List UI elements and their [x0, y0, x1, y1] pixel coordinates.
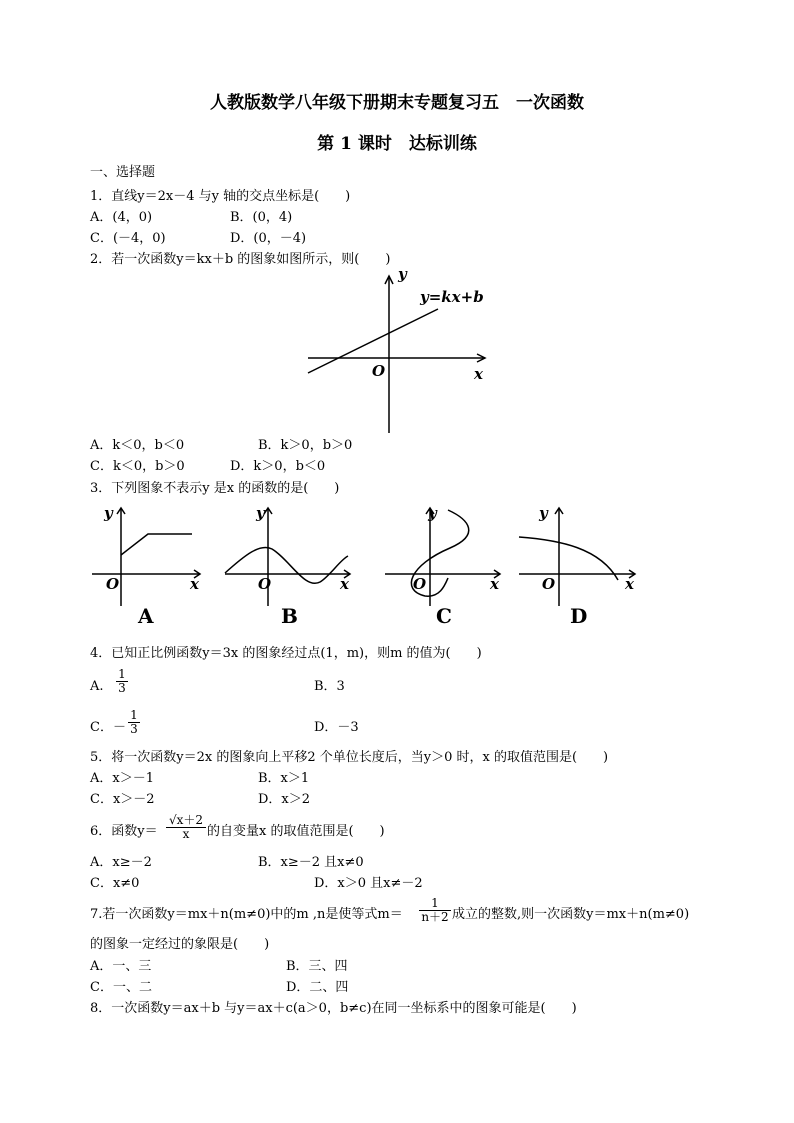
q2-stem: 2．若一次函数y＝kx＋b 的图象如图所示，则( ): [90, 252, 391, 267]
q6-numerator: √x＋2: [168, 813, 204, 827]
q3-a-origin-label: O: [106, 575, 120, 593]
q1-option-d: D．(0，－4): [230, 231, 307, 246]
q4-option-a-numerator: 1: [118, 667, 126, 681]
q3-a-axis-y-label: y: [104, 504, 113, 522]
q7-numerator: 1: [431, 896, 439, 910]
q5-option-b: B．x＞1: [258, 771, 310, 786]
q2-option-a: A．k＜0，b＜0: [90, 438, 185, 453]
q2-option-c: C．k＜0，b＞0: [90, 459, 185, 474]
q6-stem-pre: 6．函数y＝: [90, 824, 158, 839]
document-subtitle: 第 1 课时 达标训练: [317, 134, 477, 154]
q3-a-axis-x-label: x: [190, 575, 199, 593]
q6-option-a: A．x≥－2: [90, 855, 152, 870]
q3-graph-b-curve: [225, 547, 348, 583]
q1-option-b: B．(0，4): [230, 210, 293, 225]
q5-stem: 5．将一次函数y＝2x 的图象向上平移2 个单位长度后，当y＞0 时，x 的取值范围是( ): [90, 750, 609, 765]
q3-c-axis-x-label: x: [490, 575, 499, 593]
q3-d-axis-x-label: x: [625, 575, 634, 593]
q3-b-axis-y-label: y: [256, 504, 265, 522]
q3-d-axis-y-label: y: [539, 504, 548, 522]
q3-b-origin-label: O: [258, 575, 272, 593]
q3-label-c: C: [436, 604, 452, 628]
q7-stem-post: 成立的整数,则一次函数y＝mx＋n(m≠0): [452, 907, 690, 922]
q3-b-axis-x-label: x: [340, 575, 349, 593]
q6-stem-post: 的自变量x 的取值范围是( ): [207, 824, 385, 839]
q3-stem: 3．下列图象不表示y 是x 的函数的是( ): [90, 481, 340, 496]
q2-origin-label: O: [372, 362, 386, 380]
q4-option-a-denominator: 3: [116, 681, 128, 695]
q4-option-c-numerator: 1: [130, 708, 138, 722]
q5-option-c: C．x＞－2: [90, 792, 155, 807]
q3-d-origin-label: O: [542, 575, 556, 593]
q4-option-c-fraction: [128, 709, 140, 736]
q6-option-d: D．x＞0 且x≠－2: [314, 876, 423, 891]
q3-label-a: A: [138, 604, 154, 628]
q5-option-d: D．x＞2: [258, 792, 311, 807]
q1-option-c: C．(－4，0): [90, 231, 166, 246]
q6-option-c: C．x≠0: [90, 876, 140, 891]
q3-label-d: D: [570, 604, 588, 628]
q6-fraction: [166, 814, 206, 841]
q6-denominator: x: [166, 827, 206, 841]
q1-option-a: A．(4，0): [90, 210, 153, 225]
q4-option-a-prefix: A.: [90, 679, 104, 694]
q4-option-c-denominator: 3: [128, 722, 140, 736]
q4-option-a-fraction: [116, 668, 128, 695]
q2-axis-y-label: y: [398, 265, 407, 283]
q4-option-b: B．3: [314, 679, 345, 694]
q7-option-a: A．一、三: [90, 959, 152, 974]
q7-option-d: D．二、四: [286, 980, 349, 995]
q7-option-c: C．一、二: [90, 980, 152, 995]
q7-stem-line2: 的图象一定经过的象限是( ): [90, 937, 270, 952]
q3-c-axis-y-label: y: [428, 504, 437, 522]
q4-stem: 4．已知正比例函数y＝3x 的图象经过点(1，m)，则m 的值为( ): [90, 646, 482, 661]
q6-option-b: B．x≥－2 且x≠0: [258, 855, 364, 870]
q2-option-b: B．k＞0，b＞0: [258, 438, 353, 453]
q5-option-a: A．x＞－1: [90, 771, 154, 786]
q7-denominator: n＋2: [419, 910, 451, 924]
q3-graph-a-curve: [121, 534, 192, 555]
q3-label-b: B: [281, 604, 298, 628]
q7-option-b: B．三、四: [286, 959, 348, 974]
q4-option-d: D．－3: [314, 720, 359, 735]
q2-option-d: D．k＞0，b＜0: [230, 459, 326, 474]
q3-c-origin-label: O: [413, 575, 427, 593]
q7-fraction: [419, 897, 451, 924]
section-heading: 一、选择题: [90, 165, 156, 180]
q8-stem: 8．一次函数y＝ax＋b 与y＝ax＋c(a＞0，b≠c)在同一坐标系中的图象可能是( ): [90, 1001, 577, 1016]
q2-axis-x-label: x: [474, 365, 483, 383]
q1-stem: 1．直线y＝2x－4 与y 轴的交点坐标是( ): [90, 189, 351, 204]
q4-option-c-prefix: C．－: [90, 720, 126, 735]
q2-line-label: y=kx+b: [420, 288, 484, 306]
q7-stem-pre: 7.若一次函数y＝mx＋n(m≠0)中的m ,n是使等式m＝: [90, 907, 403, 922]
document-title: 人教版数学八年级下册期末专题复习五 一次函数: [210, 93, 584, 113]
